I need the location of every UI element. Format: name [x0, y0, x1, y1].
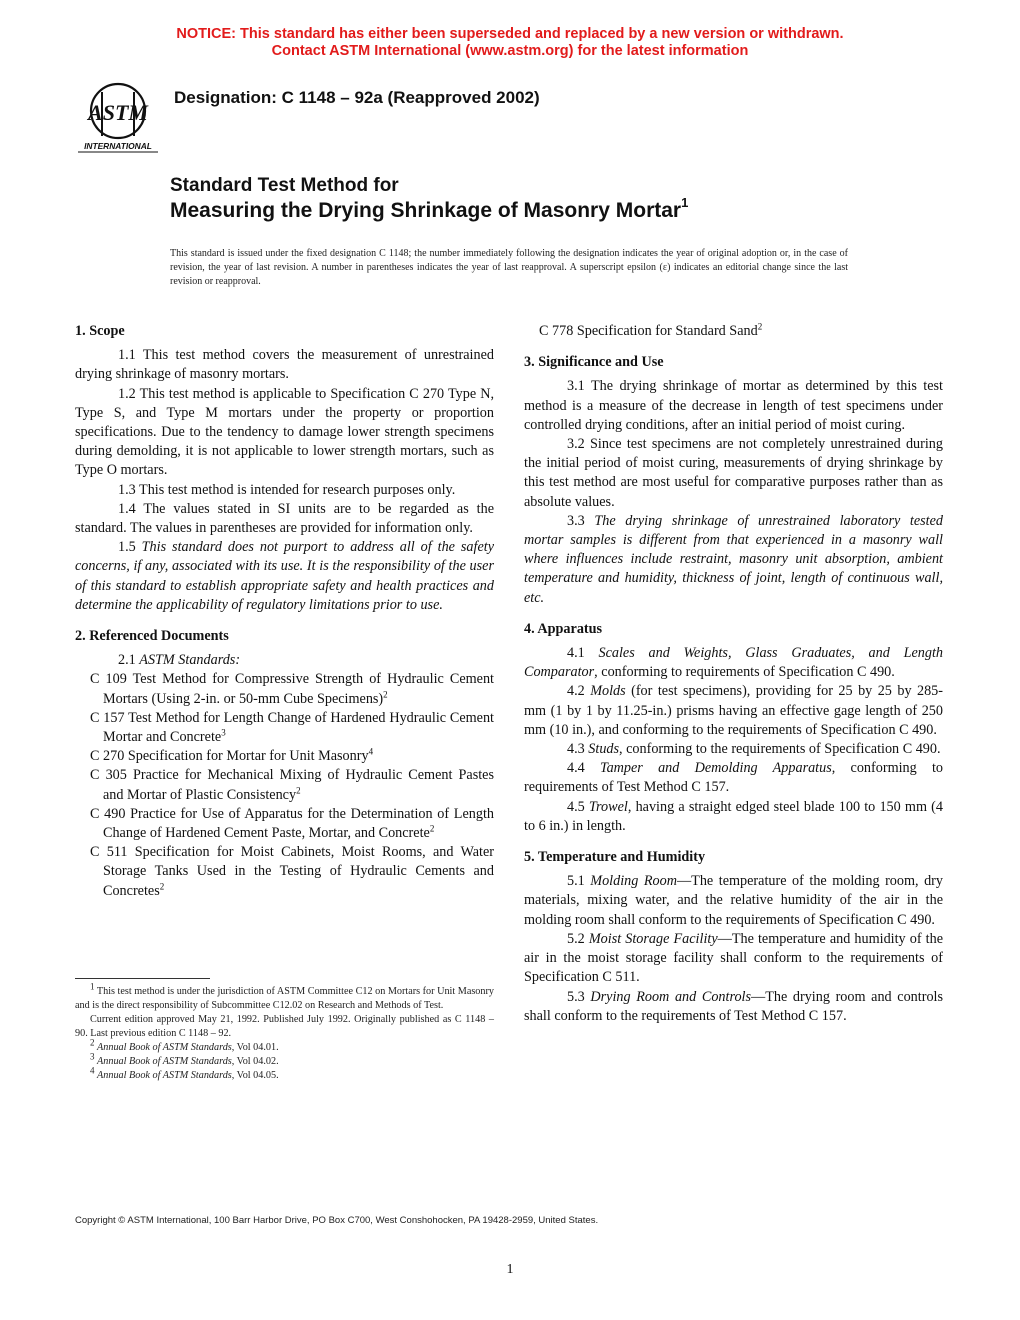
reference-text: C 490 Practice for Use of Apparatus for the Determination of Length Change of Hardened Cement Paste, Mortar, and Concrete — [90, 805, 494, 842]
para-5-2-number: 5.2 — [567, 930, 589, 947]
para-4-4-text: , conforming to requirements of Test Method C 157. — [524, 760, 944, 796]
para-5-2-term: Moist Storage Facility — [588, 930, 718, 947]
reference-text: C 109 Test Method for Compressive Strength of Hydraulic Cement Mortars (Using 2-in. or 50-mm Cube Specimens) — [90, 671, 494, 707]
para-4-2-text: (for test specimens), providing for 25 by 25 by 285-mm (1 by 1 by 11.25-in.) prisms having an effective gage length of 250 mm (10 in.), and conforming to the requirements of Specification C 490. — [524, 683, 943, 738]
para-2-1 — [75, 651, 494, 670]
footnote-2 — [75, 1037, 494, 1055]
reference-c305 — [90, 766, 494, 804]
footnote-2-text: Annual Book of ASTM Standards — [97, 1042, 232, 1053]
para-3-1: 3.1 The drying shrinkage of mortar as determined by this test method is a measure of the decrease in length of test specimens under controlled drying conditions, after an initial period of moist curing. — [524, 378, 943, 433]
para-1-1: 1.1 This test method covers the measurement of unrestrained drying shrinkage of masonry mortars. — [75, 347, 494, 383]
footnote-3-volume: , Vol 04.02. — [231, 1056, 279, 1067]
para-1-5-text: This standard does not purport to address all of the safety concerns, if any, associated with its use. It is the responsibility of the user of this standard to establish appropriate safety and health practices and determine the applicability of regulatory limitations prior to use. — [75, 539, 494, 613]
para-5-3-number: 5.3 — [567, 988, 591, 1005]
para-2-1-text: ASTM Standards: — [139, 652, 241, 669]
reference-text: C 157 Test Method for Length Change of Hardened Hydraulic Cement Mortar and Concrete — [90, 709, 494, 746]
notice-banner — [0, 26, 1020, 60]
footnote-4-text: Annual Book of ASTM Standards — [97, 1070, 232, 1081]
para-5-2-text: —The temperature and humidity of the air in the moist storage facility shall conform to the requirements of Specification C 511. — [524, 930, 943, 986]
para-4-2-term: Molds — [590, 683, 626, 700]
para-5-3 — [524, 988, 943, 1026]
title-footnote-mark: 1 — [681, 195, 689, 210]
reference-text: C 305 Practice for Mechanical Mixing of Hydraulic Cement Pastes and Mortar of Plastic Consistency — [90, 767, 494, 803]
footnote-1-mark: 1 — [90, 981, 95, 992]
para-3-2: 3.2 Since test specimens are not completely unrestrained during the initial period of moist curing, measurements of drying shrinkage by this test method are most useful for comparative purposes rather than as absolute values. — [524, 436, 943, 510]
para-4-4 — [524, 759, 943, 797]
notice-line-1: NOTICE: This standard has either been superseded and replaced by a new version or withdrawn. — [176, 26, 844, 42]
para-4-2-number: 4.2 — [567, 683, 591, 700]
reference-text: C 511 Specification for Moist Cabinets, Moist Rooms, and Water Storage Tanks Used in the Testing of Hydraulic Cements and Concretes — [90, 844, 494, 899]
section-heading-referenced-documents: 2. Referenced Documents — [75, 628, 229, 645]
reference-sup: 4 — [368, 746, 374, 757]
footnote-1-text: This test method is under the jurisdiction of ASTM Committee C12 on Mortars for Unit Masonry and is the direct responsibility of Subcommittee C12.02 on Research and Methods of Test. — [75, 986, 494, 1011]
reference-c270 — [90, 747, 494, 766]
reference-c511 — [90, 843, 494, 901]
reference-sup: 2 — [383, 688, 388, 699]
footnotes — [75, 978, 494, 1083]
footnote-2-volume: , Vol 04.01. — [231, 1042, 279, 1053]
reference-sup: 2 — [159, 880, 165, 891]
astm-logo-subtext: INTERNATIONAL — [84, 141, 152, 151]
footnote-4-volume: , Vol 04.05. — [231, 1070, 279, 1081]
reference-sup: 3 — [221, 727, 226, 738]
para-4-1-term: Scales and Weights, Glass Graduates, and Length Comparator — [524, 645, 943, 681]
para-4-3-term: Studs — [588, 741, 620, 758]
footnote-4 — [75, 1065, 494, 1083]
right-column — [524, 322, 943, 1026]
para-1-5 — [75, 538, 494, 615]
para-2-1-number: 2.1 — [118, 652, 140, 669]
copyright: Copyright © ASTM International, 100 Barr Harbor Drive, PO Box C700, West Conshohocken, PA 19428-2959, United States. — [75, 1215, 599, 1226]
para-5-2 — [524, 930, 943, 988]
title-main: Measuring the Drying Shrinkage of Masonry Mortar — [170, 199, 682, 222]
para-5-1-number: 5.1 — [567, 873, 591, 890]
para-1-3: 1.3 This test method is intended for research purposes only. — [118, 481, 456, 498]
section-heading-apparatus: 4. Apparatus — [524, 620, 603, 637]
para-5-3-term: Drying Room and Controls — [590, 988, 752, 1005]
para-5-1-term: Molding Room — [590, 873, 677, 890]
para-4-5 — [524, 798, 943, 836]
para-4-3-text: , conforming to the requirements of Specification C 490. — [619, 741, 941, 758]
footnote-2-mark: 2 — [90, 1037, 95, 1048]
section-heading-temperature: 5. Temperature and Humidity — [524, 849, 706, 866]
para-3-3-text: The drying shrinkage of unrestrained laboratory tested mortar samples is different from that experienced in a masonry wall where influences include restraint, masonry unit absorption, ambient temperature and humidity, thickness of joint, length of continuous wall, etc. — [524, 512, 943, 606]
para-4-1 — [524, 644, 943, 682]
reference-sup: 2 — [757, 321, 763, 332]
para-4-3 — [524, 740, 943, 759]
para-4-5-number: 4.5 — [567, 798, 589, 815]
para-1-4: 1.4 The values stated in SI units are to be regarded as the standard. The values in parentheses are provided for information only. — [75, 500, 494, 537]
reference-sup: 2 — [296, 784, 301, 795]
para-4-1-text: , conforming to requirements of Specification C 490. — [594, 664, 895, 681]
footnote-1 — [75, 981, 494, 1013]
para-1-5-number: 1.5 — [118, 539, 142, 556]
reference-text: C 270 Specification for Mortar for Unit Masonry — [90, 748, 369, 765]
reference-c109 — [90, 670, 494, 708]
para-4-5-text: , having a straight edged steel blade 100 to 150 mm (4 to 6 in.) in length. — [524, 798, 943, 834]
designation: Designation: C 1148 – 92a (Reapproved 2002) — [174, 88, 540, 107]
section-heading-scope: 1. Scope — [75, 323, 125, 339]
footnote-3-mark: 3 — [90, 1051, 95, 1062]
section-heading-significance: 3. Significance and Use — [524, 354, 664, 371]
footnote-1-edition: Current edition approved May 21, 1992. Published July 1992. Originally published as C 1148 – 90. Last previous edition C 1148 – 92. — [75, 1014, 494, 1039]
reference-c490 — [90, 805, 494, 843]
footnote-4-mark: 4 — [90, 1065, 95, 1076]
footnote-3-text: Annual Book of ASTM Standards — [97, 1056, 232, 1067]
para-4-4-number: 4.4 — [567, 760, 600, 777]
para-4-2 — [524, 682, 943, 740]
left-column — [75, 322, 494, 901]
para-5-3-text: —The drying room and controls shall conform to the requirements of Test Method C 157. — [524, 988, 943, 1024]
para-5-1 — [524, 872, 943, 930]
footnote-rule — [75, 978, 210, 979]
reference-sup: 2 — [429, 823, 435, 834]
para-4-3-number: 4.3 — [567, 741, 589, 758]
reference-text: C 778 Specification for Standard Sand — [539, 323, 758, 339]
page-number: 1 — [506, 1262, 514, 1277]
footnote-3 — [75, 1051, 494, 1069]
title-line-2 — [170, 195, 689, 223]
para-5-1-text: —The temperature of the molding room, dry materials, mixing water, and the relative humidity of the air in the molding room shall conform to the requirements of Specification C 490. — [524, 873, 944, 928]
para-4-4-term: Tamper and Demolding Apparatus — [599, 760, 832, 777]
notice-line-2: Contact ASTM International (www.astm.org) for the latest information — [271, 43, 749, 59]
para-3-3-number: 3.3 — [567, 512, 595, 529]
astm-logo — [74, 78, 162, 154]
para-4-5-term: Trowel — [588, 798, 628, 815]
astm-logo-letters: ASTM — [88, 100, 148, 125]
para-4-1-number: 4.1 — [567, 645, 599, 662]
para-1-2: 1.2 This test method is applicable to Specification C 270 Type N, Type S, and Type M mortars under the property or proportion specifications. Due to the tendency to damage lower strength specimens during demolding, it is not applicable to lower strength mortars, such as Type O mortars. — [75, 385, 494, 479]
preamble: This standard is issued under the fixed designation C 1148; the number immediately following the designation indicates the year of original adoption or, in the case of revision, the year of last revision. A number in parentheses indicates the year of last reapproval. A superscript epsilon (ε) indicates an editorial change since the last revision or reapproval. — [170, 248, 848, 287]
reference-c157 — [90, 709, 494, 747]
reference-c778 — [539, 322, 943, 341]
para-3-3 — [524, 512, 943, 608]
title-line-1: Standard Test Method for — [170, 175, 399, 196]
